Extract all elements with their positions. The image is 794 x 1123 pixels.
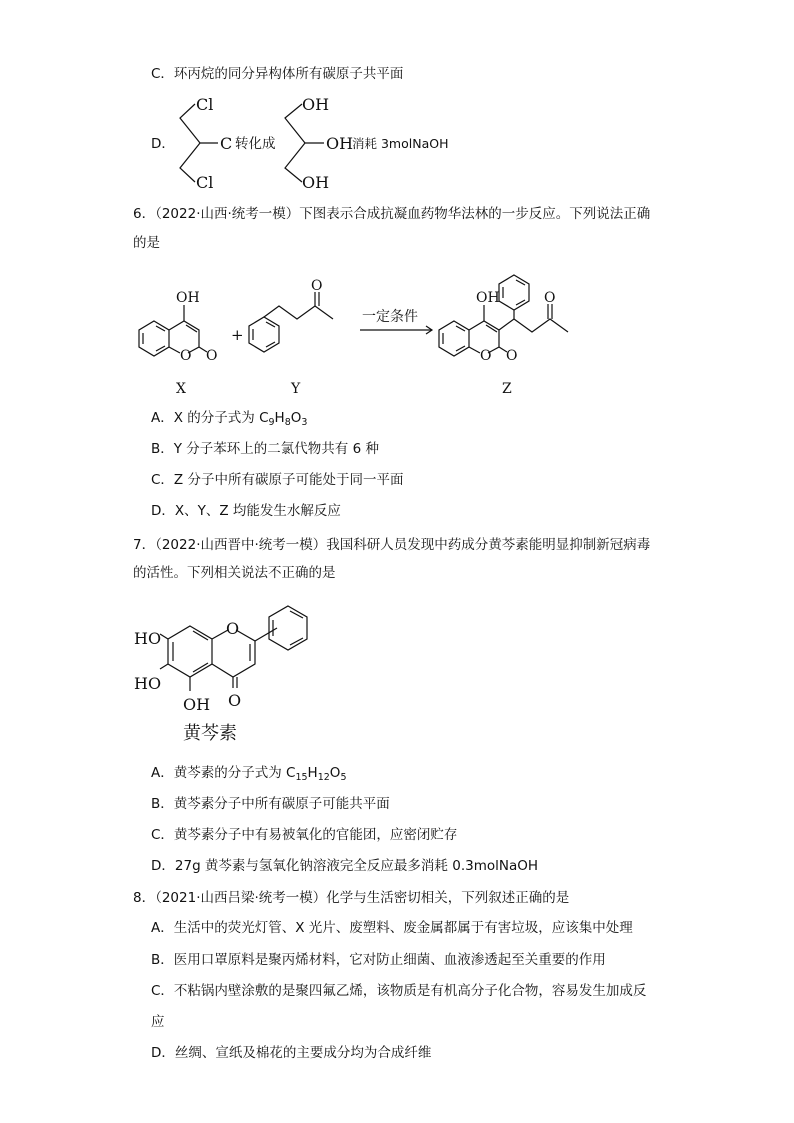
q5-cl-top: Cl — [196, 95, 214, 114]
q5-cl-bot: Cl — [196, 173, 214, 192]
q7-stem-line1: 7．（2022·山西晋中·统考一模）我国科研人员发现中药成分黄芩素能明显抑制新冠病毒 — [133, 537, 651, 553]
q7-oh-bot: OH — [183, 695, 211, 714]
arrow-condition: 一定条件 — [362, 309, 418, 325]
q6-option-a: A．X 的分子式为 $C_9H_8O_3$ — [151, 410, 308, 428]
q5-option-d-label: D． — [151, 136, 175, 152]
q8-option-d: D．丝绸、宣纸及棉花的主要成分均为合成纤维 — [151, 1045, 432, 1061]
plus-sign: + — [231, 326, 244, 344]
q8-option-a: A．生活中的荧光灯管、X 光片、废塑料、废金属都属于有害垃圾，应该集中处理 — [151, 920, 633, 936]
q7-stem-line2: 的活性。下列相关说法不正确的是 — [133, 565, 336, 581]
q7-option-a: A．黄芩素的分子式为 $C_{15}H_{12}O_5$ — [151, 765, 347, 783]
q7-o-ring: O — [226, 619, 240, 638]
q8-option-b: B．医用口罩原料是聚丙烯材料，它对防止细菌、血液渗透起至关重要的作用 — [151, 952, 606, 968]
q6-stem-line2: 的是 — [133, 235, 160, 251]
z-o-ketone: O — [544, 290, 556, 306]
label-x: X — [176, 381, 186, 397]
q7-option-c: C．黄芩素分子中有易被氧化的官能团，应密闭贮存 — [151, 827, 458, 843]
x-o-ring: O — [180, 348, 192, 364]
q6-option-b: B．Y 分子苯环上的二氯代物共有 6 种 — [151, 441, 379, 457]
q7-o-carbonyl: O — [228, 691, 242, 710]
q6-option-c: C．Z 分子中所有碳原子可能处于同一平面 — [151, 472, 404, 488]
z-oh: OH — [476, 290, 500, 306]
q7-option-d: D．27g 黄芩素与氢氧化钠溶液完全反应最多消耗 0.3molNaOH — [151, 858, 539, 874]
label-z: Z — [502, 381, 512, 397]
q7-option-b: B．黄芩素分子中所有碳原子可能共平面 — [151, 796, 390, 812]
q5-option-c: C．环丙烷的同分异构体所有碳原子共平面 — [151, 66, 404, 82]
q8-stem: 8．（2021·山西吕梁·统考一模）化学与生活密切相关，下列叙述正确的是 — [133, 890, 570, 906]
z-o-ring: O — [480, 348, 492, 364]
q5-cl-mid: C — [220, 134, 233, 153]
q5-oh-mid: OH — [326, 134, 354, 153]
q8-option-c-line2: 应 — [151, 1014, 165, 1030]
y-o: O — [311, 278, 323, 294]
q6-option-d: D．X、Y、Z 均能发生水解反应 — [151, 503, 341, 519]
z-o-carbonyl: O — [506, 348, 518, 364]
q7-ho-mid: HO — [134, 674, 162, 693]
x-o-carbonyl: O — [206, 348, 218, 364]
q6-stem-line1: 6．（2022·山西·统考一模）下图表示合成抗凝血药物华法林的一步反应。下列说法正确 — [133, 206, 651, 222]
q5-oh-top: OH — [302, 95, 330, 114]
q8-option-c-line1: C．不粘锅内壁涂敷的是聚四氟乙烯，该物质是有机高分子化合物，容易发生加成反 — [151, 983, 647, 999]
label-y: Y — [291, 381, 301, 397]
q7-ho-top: HO — [134, 629, 162, 648]
x-oh: OH — [176, 290, 200, 306]
q5-consume-text: 消耗 3molNaOH — [352, 136, 449, 151]
q5-transform-text: 转化成 — [235, 136, 276, 152]
q7-molecule-name: 黄芩素 — [183, 723, 237, 744]
q5-oh-bot: OH — [302, 173, 330, 192]
